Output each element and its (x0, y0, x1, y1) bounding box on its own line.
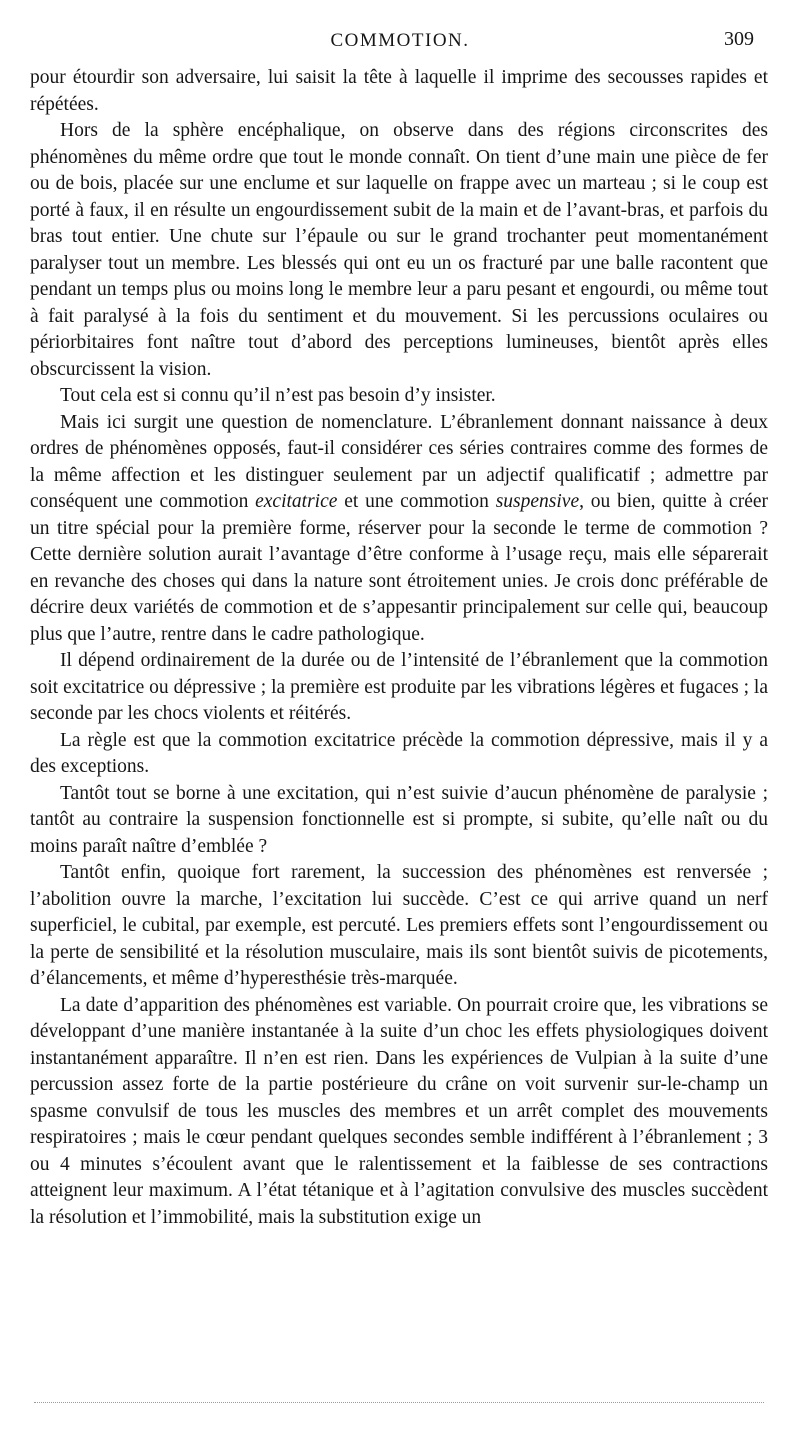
paragraph: Hors de la sphère encéphalique, on observe dans des régions circonscrites des phénomènes du même ordre que tout le monde connaît. On tient d’une main une pièce de fer ou de bois, placée sur une enclume et sur laquelle on frappe avec un marteau ; si le coup est porté à faux, il en résulte un engourdissement subit de la main et de l’avant-bras, et parfois du bras tout entier. Une chute sur l’épaule ou sur le grand trochanter peut momentanément paralyser tout un membre. Les blessés qui ont eu un os fracturé par une balle racontent que pendant un temps plus ou moins long le membre leur a paru pesant et engourdi, ou même tout à fait paralysé à la fois du sentiment et du mouvement. Si les percussions oculaires ou périorbitaires font naître tout d’abord des perceptions lumineuses, bientôt après elles obscurcissent la vision. (30, 120, 768, 380)
paragraph-nomenclature (30, 410, 768, 649)
page-number: 309 (724, 28, 754, 50)
italic-term: excitatrice (255, 491, 338, 512)
footer-rule (34, 1402, 764, 1403)
italic-term: suspensive (495, 491, 580, 512)
text-run: et une commotion (337, 491, 496, 512)
paragraph: La règle est que la commotion excitatrice précède la commotion dépressive, mais il y a des exceptions. (30, 729, 768, 777)
text-run: Mais ici surgit une question de nomenclature. L’ébranlement donnant naissance à deux ordres de phénomènes opposés, faut-il considérer ces séries contraires comme des formes de la même affection et les distinguer seulement par un adjectif qualificatif ; admettre par conséquent une commotion (30, 411, 768, 512)
paragraph: Tantôt enfin, quoique fort rarement, la succession des phénomènes est renversée ; l’abolition ouvre la marche, l’excitation lui succède. C’est ce qui arrive quand un nerf superficiel, le cubital, par exemple, est percuté. Les premiers effets sont l’engourdissement ou la perte de sensibilité et la résolution musculaire, mais ils sont bientôt suivis de picotements, d’élancements, et même d’hyperesthésie très-marquée. (30, 862, 768, 989)
page-header (0, 30, 800, 60)
paragraph: Il dépend ordinairement de la durée ou de l’intensité de l’ébranlement que la commotion soit excitatrice ou dépressive ; la première est produite par les vibrations légères et fugaces ; la seconde par les chocs violents et réitérés. (30, 650, 768, 724)
paragraph: Tantôt tout se borne à une excitation, qui n’est suivie d’aucun phénomène de paralysie ; tantôt au contraire la suspension fonctionnelle est si prompte, si subite, qu’elle naît ou du moins paraît naître d’emblée ? (30, 782, 768, 857)
running-title: COMMOTION. (330, 30, 470, 51)
paragraph: Tout cela est si connu qu’il n’est pas besoin d’y insister. (60, 385, 496, 406)
paragraph: La date d’apparition des phénomènes est variable. On pourrait croire que, les vibrations se développant d’une manière instantanée à la suite d’un choc les effets physiologiques doivent instantanément apparaître. Il n’en est rien. Dans les expériences de Vulpian à la suite d’une percussion assez forte de la partie postérieure du crâne on voit survenir sur-le-champ un spasme convulsif de tous les muscles des membres et un arrêt complet des mouvements respiratoires ; mais le cœur pendant quelques secondes semble indifférent à l’ébranlement ; 3 ou 4 minutes s’écoulent avant que le ralentissement et la faiblesse de ses contractions atteignent leur maximum. A l’état tétanique et à l’agitation convulsive des muscles succèdent la résolution et l’immobilité, mais la substitution exige un (30, 994, 768, 1228)
text-run: , ou bien, quitte à créer un titre spécial pour la première forme, réserver pour la seconde le terme de commotion ? Cette dernière solution aurait l’avantage d’être conforme à l’usage reçu, mais elle séparerait en revanche des choses qui dans la nature sont étroitement unies. Je crois donc préférable de décrire deux variétés de commotion et de s’appesantir principalement sur celle qui, beaucoup plus que l’autre, rentre dans le cadre pathologique. (30, 491, 768, 645)
body-text (30, 65, 768, 1231)
paragraph-continuation: pour étourdir son adversaire, lui saisit la tête à laquelle il imprime des secousses rapides et répétées. (30, 67, 768, 115)
